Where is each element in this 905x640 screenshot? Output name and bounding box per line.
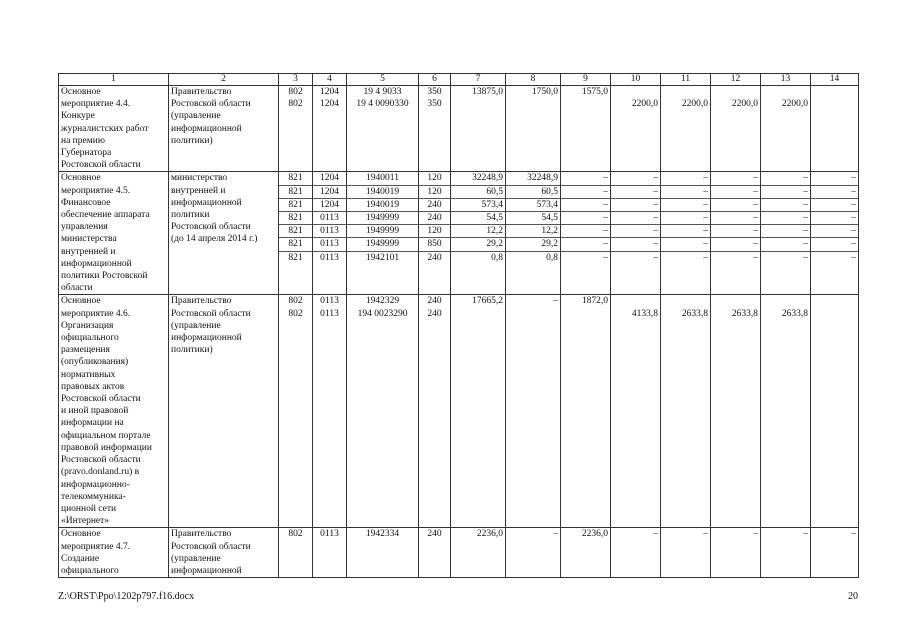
value-line: – (803, 529, 808, 540)
value-line: 32248,9 (506, 172, 560, 185)
value-line: 0113 (320, 296, 339, 307)
value-cell (611, 86, 661, 172)
value-line: 1942329 (365, 296, 400, 307)
column-number: 11 (661, 74, 711, 86)
value-line (811, 295, 858, 307)
value-line: 240 (427, 296, 442, 307)
value-line (661, 86, 710, 98)
value-line: 4133,8 (631, 308, 658, 319)
value-line: – (553, 296, 558, 307)
value-line: 240 (427, 308, 442, 319)
value-line: – (561, 212, 610, 225)
value-cell (347, 172, 419, 295)
value-cell (761, 172, 811, 295)
value-line: – (761, 238, 810, 251)
value-line: – (561, 199, 610, 212)
value-line: 1940019 (347, 199, 418, 212)
value-cell (561, 295, 611, 528)
value-cell (347, 295, 419, 528)
value-cell (711, 172, 761, 295)
value-line: 2200,0 (731, 99, 758, 110)
value-cell (313, 528, 347, 578)
column-number: 7 (451, 74, 506, 86)
value-line (761, 295, 810, 307)
value-cell (313, 86, 347, 172)
value-line: 240 (419, 199, 450, 212)
value-line: 2200,0 (781, 99, 808, 110)
value-line: – (811, 172, 858, 185)
value-cell (561, 86, 611, 172)
value-line (811, 308, 858, 320)
value-line: – (611, 172, 660, 185)
footer-file-path: Z:\ORST\Ppo\1202p797.f16.docx (58, 591, 195, 602)
value-line: 0113 (320, 252, 339, 263)
value-line: 240 (427, 252, 442, 263)
value-line: 120 (419, 172, 450, 185)
value-line: 2200,0 (681, 99, 708, 110)
value-line: – (561, 186, 610, 199)
value-cell (347, 86, 419, 172)
value-line: 1204 (320, 99, 339, 110)
value-line: – (611, 212, 660, 225)
value-line: 240 (427, 529, 442, 540)
activity-name: Основное мероприятие 4.5. Финансовое обеспечение аппарата управления министерства внутренней и информационной политики Ростовской области (59, 172, 169, 295)
value-line: 821 (279, 172, 312, 185)
value-line: 1204 (313, 172, 346, 185)
value-line: 802 (288, 87, 303, 97)
value-line: – (811, 186, 858, 199)
value-line: 1204 (313, 186, 346, 199)
value-cell (761, 295, 811, 528)
value-line: – (611, 199, 660, 212)
value-line: – (661, 238, 710, 251)
executor-name: Правительство Ростовской области (управление информационной политики) (169, 295, 279, 528)
value-line: – (761, 199, 810, 212)
value-line (711, 295, 760, 307)
value-line: 120 (419, 186, 450, 199)
value-cell (661, 295, 711, 528)
value-line: 350 (427, 87, 442, 97)
value-line: 0113 (313, 212, 346, 225)
value-line: 802 (288, 296, 303, 307)
column-number: 12 (711, 74, 761, 86)
value-line: 2236,0 (581, 529, 608, 540)
value-cell (811, 295, 859, 528)
value-cell (661, 172, 711, 295)
column-number: 14 (811, 74, 859, 86)
value-line: – (753, 529, 758, 540)
value-line: 1872,0 (581, 296, 608, 307)
executor-name: министерство внутренней и информационной политики Ростовской области (до 14 апреля 2014 г.) (169, 172, 279, 295)
value-line: – (711, 212, 760, 225)
value-line: 821 (279, 199, 312, 212)
value-cell (419, 86, 451, 172)
column-number: 2 (169, 74, 279, 86)
value-cell (506, 295, 561, 528)
value-line: 821 (279, 238, 312, 251)
value-line: 850 (419, 238, 450, 251)
executor-name: Правительство Ростовской области (управление информационной (169, 528, 279, 578)
value-line: – (653, 529, 658, 540)
value-line: – (761, 172, 810, 185)
value-cell (661, 528, 711, 578)
value-line: – (803, 252, 808, 263)
value-line: 821 (279, 186, 312, 199)
value-line: 350 (427, 99, 442, 110)
value-line (561, 98, 610, 110)
value-line (811, 98, 858, 110)
value-line: – (653, 252, 658, 263)
column-number: 10 (611, 74, 661, 86)
value-line: 240 (419, 212, 450, 225)
page-number: 20 (848, 591, 858, 602)
table-row (59, 295, 859, 528)
column-number: 1 (59, 74, 169, 86)
column-number: 5 (347, 74, 419, 86)
value-line: – (851, 252, 856, 263)
value-line (451, 308, 505, 320)
value-line: 802 (288, 529, 303, 540)
value-line: – (711, 172, 760, 185)
value-line: 2200,0 (631, 99, 658, 110)
value-line: – (711, 199, 760, 212)
value-line: – (561, 238, 610, 251)
value-line: 0113 (313, 225, 346, 238)
table-row (59, 172, 859, 295)
value-cell (711, 528, 761, 578)
column-number: 8 (506, 74, 561, 86)
column-number: 4 (313, 74, 347, 86)
value-cell (811, 528, 859, 578)
value-cell (611, 528, 661, 578)
value-cell (811, 86, 859, 172)
value-line: 60,5 (506, 186, 560, 199)
value-line: 2236,0 (476, 529, 503, 540)
value-line (506, 98, 560, 110)
value-cell (313, 172, 347, 295)
value-line: 0113 (320, 308, 339, 319)
value-line: 573,4 (506, 199, 560, 212)
value-line (661, 295, 710, 307)
value-cell (419, 528, 451, 578)
value-line: – (661, 212, 710, 225)
value-line: 821 (288, 252, 303, 263)
value-line: – (561, 172, 610, 185)
value-line: 29,2 (506, 238, 560, 251)
value-line: 120 (419, 225, 450, 238)
value-line (451, 98, 505, 110)
value-line: – (661, 225, 710, 238)
value-cell (506, 172, 561, 295)
value-line: 802 (288, 99, 303, 110)
table-row (59, 528, 859, 578)
value-cell (279, 172, 313, 295)
value-cell (451, 86, 506, 172)
value-line: 0113 (313, 238, 346, 251)
value-line: – (811, 238, 858, 251)
value-line: 2633,8 (731, 308, 758, 319)
column-number-row (59, 74, 859, 86)
value-line: – (753, 252, 758, 263)
value-line: 1750,0 (531, 87, 558, 97)
value-cell (611, 295, 661, 528)
value-line: – (811, 199, 858, 212)
value-cell (711, 86, 761, 172)
activity-name: Основное мероприятие 4.7. Создание официального (59, 528, 169, 578)
value-line: 1940011 (347, 172, 418, 185)
value-line: – (761, 212, 810, 225)
value-line: 12,2 (506, 225, 560, 238)
value-line: 12,2 (451, 225, 505, 238)
value-line (611, 86, 660, 98)
value-line: – (851, 529, 856, 540)
value-cell (561, 172, 611, 295)
value-line: – (603, 252, 608, 263)
value-line: 0,8 (546, 252, 558, 263)
budget-table (58, 73, 859, 578)
value-cell (561, 528, 611, 578)
column-number: 13 (761, 74, 811, 86)
value-line: 19 4 0090330 (356, 99, 409, 110)
value-line: 1204 (313, 199, 346, 212)
value-cell (279, 528, 313, 578)
value-line: 60,5 (451, 186, 505, 199)
value-line: 19 4 9033 (363, 87, 402, 97)
value-line: 2633,8 (781, 308, 808, 319)
value-cell (419, 172, 451, 295)
value-cell (761, 528, 811, 578)
value-cell (419, 295, 451, 528)
value-line: 821 (279, 225, 312, 238)
value-cell (506, 86, 561, 172)
executor-name: Правительство Ростовской области (управление информационной политики) (169, 86, 279, 172)
value-line: – (661, 186, 710, 199)
value-line: 29,2 (451, 238, 505, 251)
value-cell (811, 172, 859, 295)
value-cell (347, 528, 419, 578)
activity-name: Основное мероприятие 4.6. Организация официального размещения (опубликования) нормативных правовых актов Ростовской области и иной правовой информации на официальном портале правовой информации Ростовской области (pravo.donland.ru) в информационно- телекоммуника- ционной сети «Интернет» (59, 295, 169, 528)
value-line: – (711, 238, 760, 251)
value-cell (451, 528, 506, 578)
value-line: 1942334 (365, 529, 400, 540)
value-line: – (761, 225, 810, 238)
value-line: – (711, 186, 760, 199)
value-line: 1942101 (365, 252, 400, 263)
value-line: 573,4 (451, 199, 505, 212)
value-line: 1204 (320, 87, 339, 97)
value-line: 821 (279, 212, 312, 225)
value-line: – (553, 529, 558, 540)
value-cell (506, 528, 561, 578)
value-line: 0113 (320, 529, 339, 540)
value-cell (279, 295, 313, 528)
value-cell (711, 295, 761, 528)
value-line: – (661, 172, 710, 185)
value-line (506, 308, 560, 320)
value-line: 54,5 (506, 212, 560, 225)
value-cell (611, 172, 661, 295)
value-line: – (703, 529, 708, 540)
value-line: 1949999 (347, 212, 418, 225)
value-line: 1949999 (347, 238, 418, 251)
column-number: 3 (279, 74, 313, 86)
value-line: – (811, 212, 858, 225)
column-number: 9 (561, 74, 611, 86)
value-line: 194 0023290 (357, 308, 408, 319)
value-line: 0,8 (491, 252, 503, 263)
value-line: 13875,0 (472, 87, 503, 97)
value-line: – (611, 225, 660, 238)
value-line: – (611, 238, 660, 251)
value-cell (451, 295, 506, 528)
value-line: 54,5 (451, 212, 505, 225)
value-line: 32248,9 (451, 172, 505, 185)
table-row (59, 86, 859, 172)
value-line: 802 (288, 308, 303, 319)
value-line: 2633,8 (681, 308, 708, 319)
value-line: – (611, 186, 660, 199)
value-cell (761, 86, 811, 172)
value-line: – (561, 225, 610, 238)
value-cell (451, 172, 506, 295)
value-line: – (703, 252, 708, 263)
value-line: 1940019 (347, 186, 418, 199)
value-line: 17665,2 (472, 296, 503, 307)
value-cell (279, 86, 313, 172)
value-line: – (811, 225, 858, 238)
value-line (711, 86, 760, 98)
value-cell (313, 295, 347, 528)
activity-name: Основное мероприятие 4.4. Конкуре журналистских работ на премию Губернатора Ростовской области (59, 86, 169, 172)
value-line: 1575,0 (581, 87, 608, 97)
value-line (811, 86, 858, 98)
value-line (611, 295, 660, 307)
value-line: 1949999 (347, 225, 418, 238)
value-line (761, 86, 810, 98)
value-line: – (761, 186, 810, 199)
value-line: – (711, 225, 760, 238)
column-number: 6 (419, 74, 451, 86)
value-cell (661, 86, 711, 172)
value-line: – (661, 199, 710, 212)
value-line (561, 308, 610, 320)
